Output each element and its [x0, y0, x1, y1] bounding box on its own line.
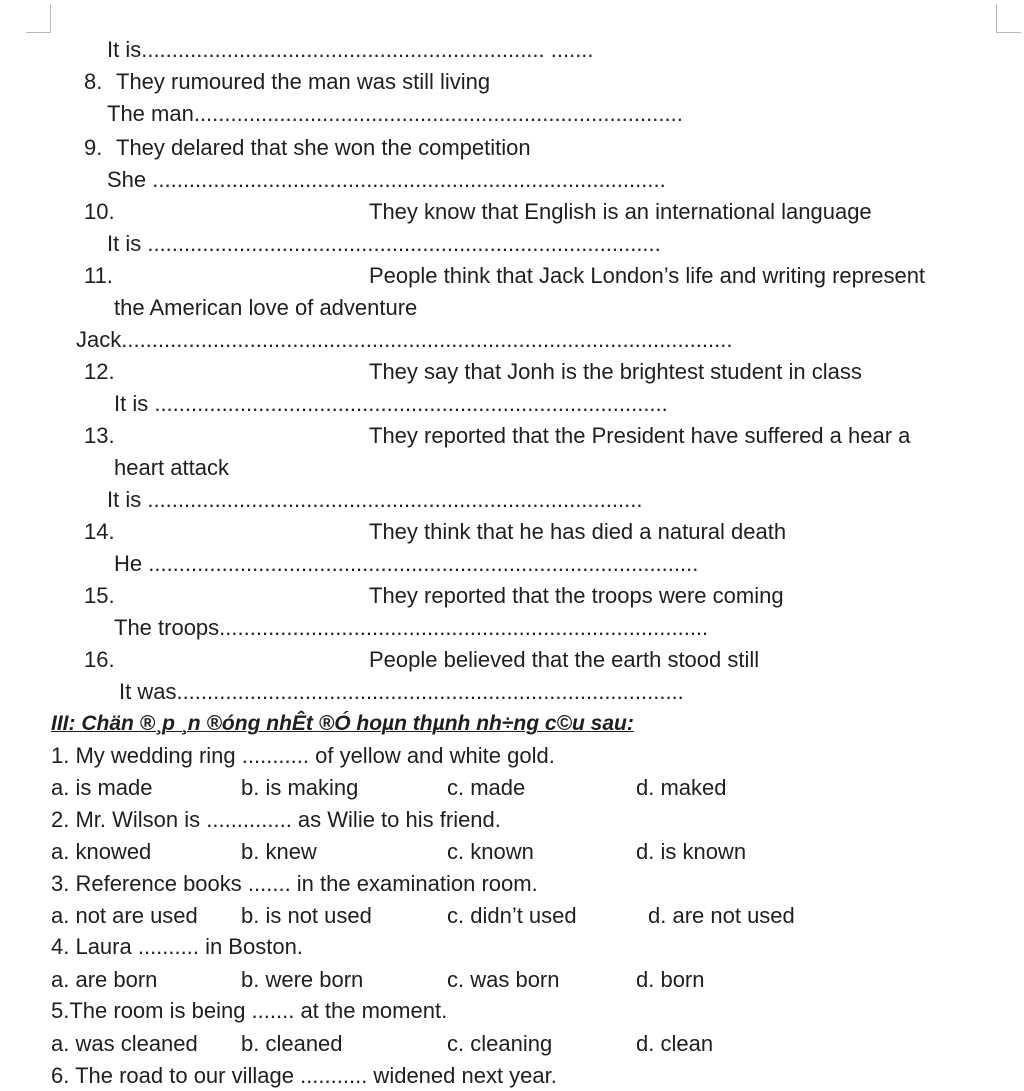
question-5-option-a: a. was cleaned [51, 1031, 198, 1056]
section-iii-title: Chän ®¸p ¸n ®óng nhÊt ®Ó hoµn thµnh nh÷ng c©u sau: [75, 712, 634, 735]
item-9-sentence: They delared that she won the competition [116, 135, 531, 160]
answer-line-11: Jack.................................................................................................... [76, 327, 733, 352]
item-8-sentence: They rumoured the man was still living [116, 69, 491, 94]
question-1-option-d: d. maked [636, 775, 727, 800]
question-1: 1. My wedding ring ........... of yellow and white gold. [51, 743, 555, 768]
item-8-number: 8. [84, 69, 103, 94]
answer-line-10: It is .................................................................................... [107, 231, 661, 256]
answer-line-14: He .......................................................................................... [114, 551, 699, 576]
item-15-sentence: They reported that the troops were coming [369, 583, 784, 608]
item-15-number: 15. [84, 583, 115, 608]
question-4-option-a: a. are born [51, 967, 158, 992]
question-2-option-b: b. knew [241, 839, 317, 864]
question-4-option-c: c. was born [447, 967, 560, 992]
page-corner-mark-right [996, 4, 1021, 33]
question-5: 5.The room is being ....... at the moment. [51, 998, 448, 1023]
answer-line-7: It is.................................................................. ....... [107, 37, 594, 62]
item-10-sentence: They know that English is an international language [369, 199, 872, 224]
question-1-option-a: a. is made [51, 775, 153, 800]
item-12-number: 12. [84, 359, 115, 384]
item-16-number: 16. [84, 647, 115, 672]
item-14-number: 14. [84, 519, 115, 544]
question-5-option-c: c. cleaning [447, 1031, 553, 1056]
question-3-option-b: b. is not used [241, 903, 372, 928]
item-14-sentence: They think that he has died a natural death [369, 519, 787, 544]
question-4-option-d: d. born [636, 967, 705, 992]
question-4-option-b: b. were born [241, 967, 364, 992]
question-2-option-c: c. known [447, 839, 534, 864]
question-3-option-c: c. didn’t used [447, 903, 577, 928]
answer-line-15: The troops................................................................................ [114, 615, 709, 640]
section-iii-heading [51, 711, 634, 737]
question-5-option-d: d. clean [636, 1031, 714, 1056]
section-iii-label: III: [51, 712, 76, 735]
item-13-number: 13. [84, 423, 115, 448]
question-1-option-b: b. is making [241, 775, 359, 800]
question-2-option-d: d. is known [636, 839, 747, 864]
item-9-number: 9. [84, 135, 103, 160]
answer-line-13: It is ................................................................................. [107, 487, 643, 512]
item-13-sentence: They reported that the President have suffered a hear a [369, 423, 911, 448]
question-3: 3. Reference books ....... in the examination room. [51, 871, 538, 896]
question-6: 6. The road to our village ........... widened next year. [51, 1063, 557, 1088]
item-11-number: 11. [84, 263, 113, 288]
answer-line-16: It was................................................................................... [119, 679, 684, 704]
question-2: 2. Mr. Wilson is .............. as Wilie to his friend. [51, 807, 501, 832]
question-3-option-a: a. not are used [51, 903, 198, 928]
answer-line-9: She .................................................................................... [107, 167, 666, 192]
page-corner-mark-left [26, 4, 51, 33]
item-10-number: 10. [84, 199, 115, 224]
item-11-sentence: People think that Jack London’s life and writing represent [369, 263, 926, 288]
question-1-option-c: c. made [447, 775, 526, 800]
answer-line-12: It is .................................................................................... [114, 391, 668, 416]
item-16-sentence: People believed that the earth stood still [369, 647, 760, 672]
item-13-sentence-continued: heart attack [114, 455, 229, 480]
question-5-option-b: b. cleaned [241, 1031, 343, 1056]
question-4: 4. Laura .......... in Boston. [51, 934, 303, 959]
item-12-sentence: They say that Jonh is the brightest student in class [369, 359, 862, 384]
item-11-sentence-continued: the American love of adventure [114, 295, 418, 320]
question-3-option-d: d. are not used [648, 903, 795, 928]
question-2-option-a: a. knowed [51, 839, 152, 864]
answer-line-8: The man................................................................................ [107, 101, 683, 126]
